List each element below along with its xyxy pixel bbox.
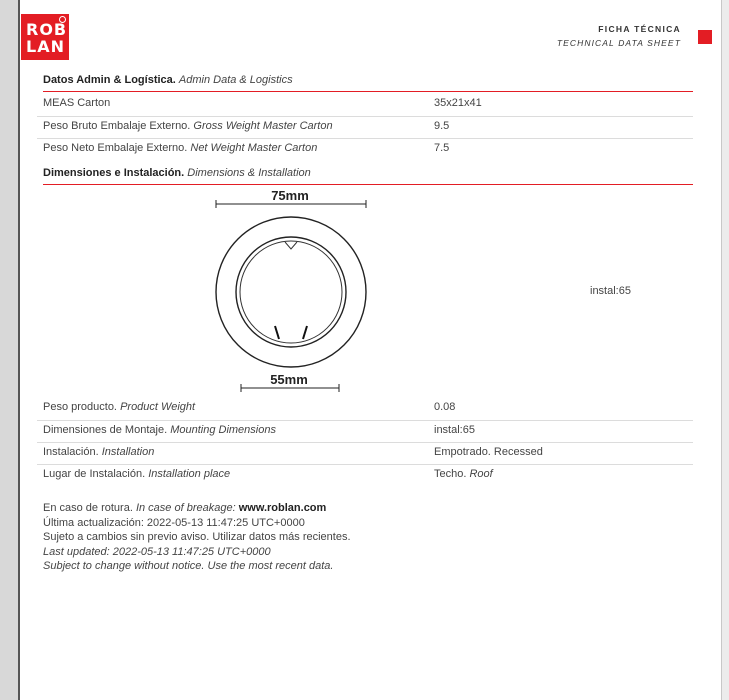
breakage-en: In case of breakage: [135,502,236,514]
row-label [43,120,333,132]
table-row [37,442,693,463]
row-label [43,401,195,413]
viewer-right-border [721,0,722,700]
row-value: Empotrado. Recessed [434,446,543,458]
admin-section-heading [43,74,693,92]
admin-title-es: Datos Admin & Logística. [43,74,176,86]
row-value: 0.08 [434,401,456,413]
change-notice-en: Subject to change without notice. Use the most recent data. [43,560,334,572]
middle-ring [236,237,346,347]
last-updated-en: Last updated: 2022-05-13 11:47:25 UTC+0000 [43,545,271,558]
header-title-es: FICHA TÉCNICA [598,24,681,34]
viewer-right-margin [721,0,729,700]
brand-square-icon [698,30,712,44]
website-link[interactable]: www.roblan.com [238,502,327,514]
dimensions-section-heading [43,167,693,185]
row-label-es: Peso producto. [43,401,117,413]
row-value: 7.5 [434,142,450,154]
row-label-es: Peso Neto Embalaje Externo. [43,142,188,154]
roblan-logo [21,14,69,60]
footer-notes [43,501,351,574]
row-value: instal:65 [434,424,475,436]
row-label-en: Mounting Dimensions [170,424,276,436]
row-label-en: Installation place [148,468,231,480]
outer-ring [216,217,366,367]
table-row [37,398,693,418]
row-value-es: Techo. [434,468,467,480]
row-label-es: Instalación. [43,446,99,458]
top-notch [285,242,297,249]
row-label-en: Gross Weight Master Carton [193,120,333,132]
dimensions-title-es: Dimensiones e Instalación. [43,167,185,179]
row-value: 35x21x41 [434,97,482,109]
table-row [37,420,693,441]
change-notice-es: Sujeto a cambios sin previo aviso. Utilizar datos más recientes. [43,531,351,543]
inner-ring [240,241,342,343]
row-value-en: Roof [469,468,493,480]
spring-clip-left [275,326,279,339]
viewer-left-border [18,0,20,700]
table-row [37,138,693,159]
inner-dimension-label: 55mm [270,372,308,387]
row-value: 9.5 [434,120,450,132]
dimensions-title-en: Dimensions & Installation [187,167,311,179]
product-dimension-diagram [205,186,375,392]
viewer-left-margin [0,0,20,700]
header-title-en: TECHNICAL DATA SHEET [556,38,681,48]
row-label [43,142,317,154]
breakage-es: En caso de rotura. [43,502,133,514]
row-label [43,424,276,436]
row-value [434,468,493,480]
logo-line-2: LAN [26,37,65,56]
outer-dimension-label: 75mm [271,188,309,203]
document-type-header [557,24,681,48]
table-row [37,94,693,114]
row-label [43,446,154,458]
table-row [37,116,693,137]
admin-title-en: Admin Data & Logistics [178,74,293,86]
row-label-es: MEAS Carton [43,97,111,109]
spring-clip-right [303,326,307,339]
row-label-es: Peso Bruto Embalaje Externo. [43,120,191,132]
row-label-es: Dimensiones de Montaje. [43,424,168,436]
last-updated-es: Última actualización: 2022-05-13 11:47:25 UTC+0000 [43,516,305,529]
logo-line-1: ROB [26,20,68,39]
row-label-en: Product Weight [120,401,196,413]
row-label [43,468,230,480]
row-label-en: Net Weight Master Carton [190,142,318,154]
table-row [37,464,693,485]
row-label [43,97,110,109]
breakage-line [43,501,351,516]
logo-dot-icon [59,16,66,23]
row-label-en: Installation [101,446,155,458]
installation-size-note: instal:65 [590,285,631,297]
row-label-es: Lugar de Instalación. [43,468,146,480]
